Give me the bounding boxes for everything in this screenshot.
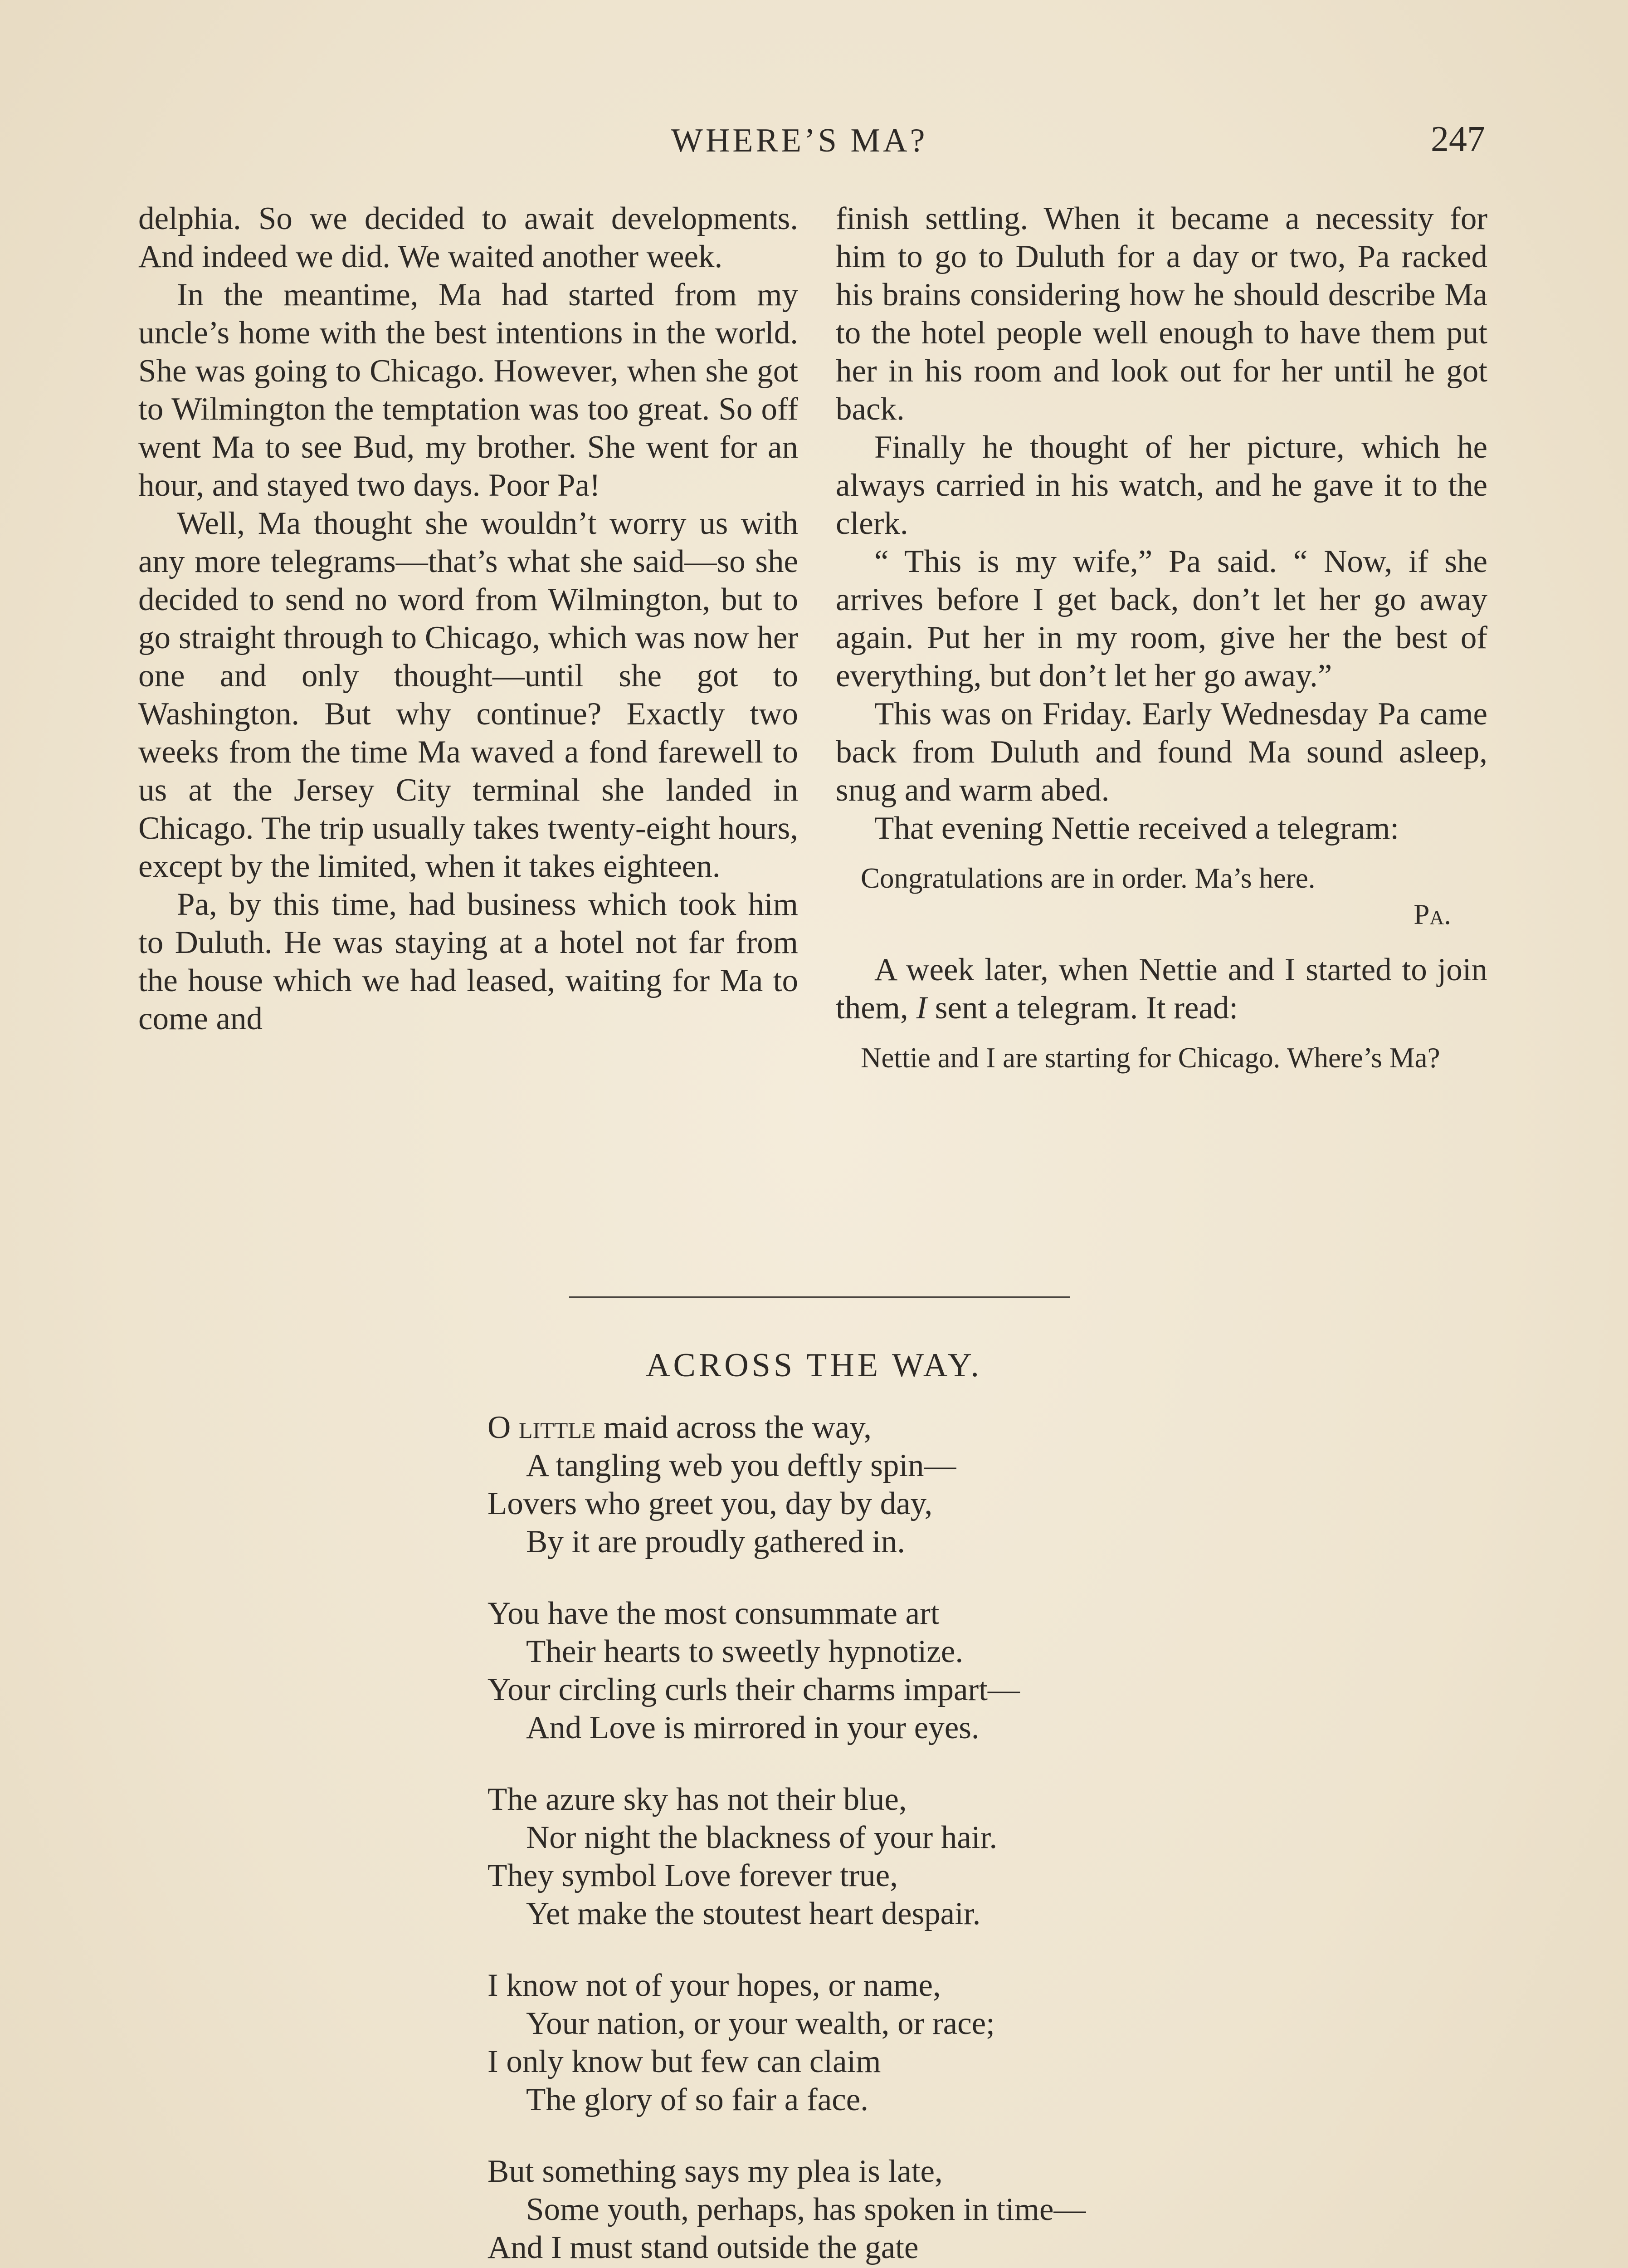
section-divider xyxy=(569,1296,1070,1298)
poem-line: You have the most consummate art xyxy=(487,1596,940,1631)
paragraph: “ This is my wife,” Pa said. “ Now, if she arrives before I get back, don’t let her go away again. Put her in my room, give her the best of everything, but don’t let her go away.” xyxy=(836,544,1487,694)
stanza xyxy=(487,1780,1213,1933)
poem-line: Your nation, or your wealth, or race; xyxy=(526,2006,995,2041)
poem-line: I only know but few can claim xyxy=(487,2044,881,2079)
running-title: WHERE’S MA? xyxy=(671,122,928,159)
paragraph: Well, Ma thought she wouldn’t worry us with any more telegrams—that’s what she said—so she decided to send no word from Wilmington, but to go straight through to Chicago, which was now her one and only thought—until she got to Washington. But why continue? Exactly two weeks from the time Ma waved a fond farewell to us at the Jersey City terminal she landed in Chicago. The trip usually takes twenty-eight hours, except by the limited, when it takes eighteen. xyxy=(138,506,798,884)
poem-line xyxy=(487,1408,1213,1447)
telegram-body: Congratulations are in order. Ma’s here. xyxy=(861,862,1316,894)
story-left-column xyxy=(138,200,798,1038)
poem xyxy=(487,1408,1213,2268)
paragraph: finish settling. When it became a necessity for him to go to Duluth for a day or two, Pa racked his brains considering how he should describe Ma to the hotel people well enough to have them put her in his room and look out for her until he got back. xyxy=(836,201,1487,427)
paragraph: That evening Nettie received a telegram: xyxy=(874,811,1399,846)
poem-line: But something says my plea is late, xyxy=(487,2154,943,2189)
poem-line: Their hearts to sweetly hypnotize. xyxy=(526,1634,964,1669)
poem-line: A tangling web you deftly spin— xyxy=(526,1448,956,1483)
paragraph-text: sent a telegram. It read: xyxy=(935,990,1238,1026)
poem-line: Your circling curls their charms impart— xyxy=(487,1672,1020,1707)
poem-line: The glory of so fair a face. xyxy=(526,2082,868,2117)
stanza xyxy=(487,1966,1213,2119)
poem-title: ACROSS THE WAY. xyxy=(646,1347,982,1384)
telegram-signoff: Pa. xyxy=(1414,899,1451,930)
poem-line: Yet make the stoutest heart despair. xyxy=(526,1896,981,1931)
poem-line: Lovers who greet you, day by day, xyxy=(487,1486,933,1521)
story-right-column xyxy=(836,200,1487,1094)
poem-line: Some youth, perhaps, has spoken in time— xyxy=(526,2192,1086,2227)
stanza xyxy=(487,1594,1213,1747)
poem-line: And Love is mirrored in your eyes. xyxy=(526,1710,980,1745)
paragraph: Finally he thought of her picture, which he always carried in his watch, and he gave it to the clerk. xyxy=(836,430,1487,541)
poem-line: They symbol Love forever true, xyxy=(487,1858,898,1893)
emphasis-i: I xyxy=(916,990,927,1026)
paragraph: In the meantime, Ma had started from my uncle’s home with the best intentions in the world. She was going to Chicago. However, when she got to Wilmington the temptation was too great. So off went Ma to see Bud, my brother. She went for an hour, and stayed two days. Poor Pa! xyxy=(138,277,798,503)
paragraph: This was on Friday. Early Wednesday Pa came back from Duluth and found Ma sound asleep, snug and warm abed. xyxy=(836,696,1487,808)
telegram-2 xyxy=(836,1040,1487,1076)
telegram-body: Nettie and I are starting for Chicago. Where’s Ma? xyxy=(861,1042,1440,1074)
stanza xyxy=(487,2152,1213,2268)
poem-line: I know not of your hopes, or name, xyxy=(487,1968,941,2003)
paragraph: Pa, by this time, had business which took him to Duluth. He was staying at a hotel not far from the house which we had leased, waiting for Ma to come and xyxy=(138,887,798,1036)
poem-line: By it are proudly gathered in. xyxy=(526,1524,905,1559)
telegram-1 xyxy=(836,860,1487,933)
first-word: O little xyxy=(487,1410,596,1445)
paragraph xyxy=(836,951,1487,1027)
paragraph-text: A week later, when Nettie and I started to join them, xyxy=(836,952,1487,1026)
page-number: 247 xyxy=(1431,119,1485,159)
poem-line: And I must stand outside the gate xyxy=(487,2230,919,2265)
poem-line-text: maid across the way, xyxy=(604,1410,872,1445)
paragraph: delphia. So we decided to await developments. And indeed we did. We waited another week. xyxy=(138,201,798,274)
poem-line: The azure sky has not their blue, xyxy=(487,1782,907,1817)
poem-line: Nor night the blackness of your hair. xyxy=(526,1820,998,1855)
stanza xyxy=(487,1408,1213,1561)
